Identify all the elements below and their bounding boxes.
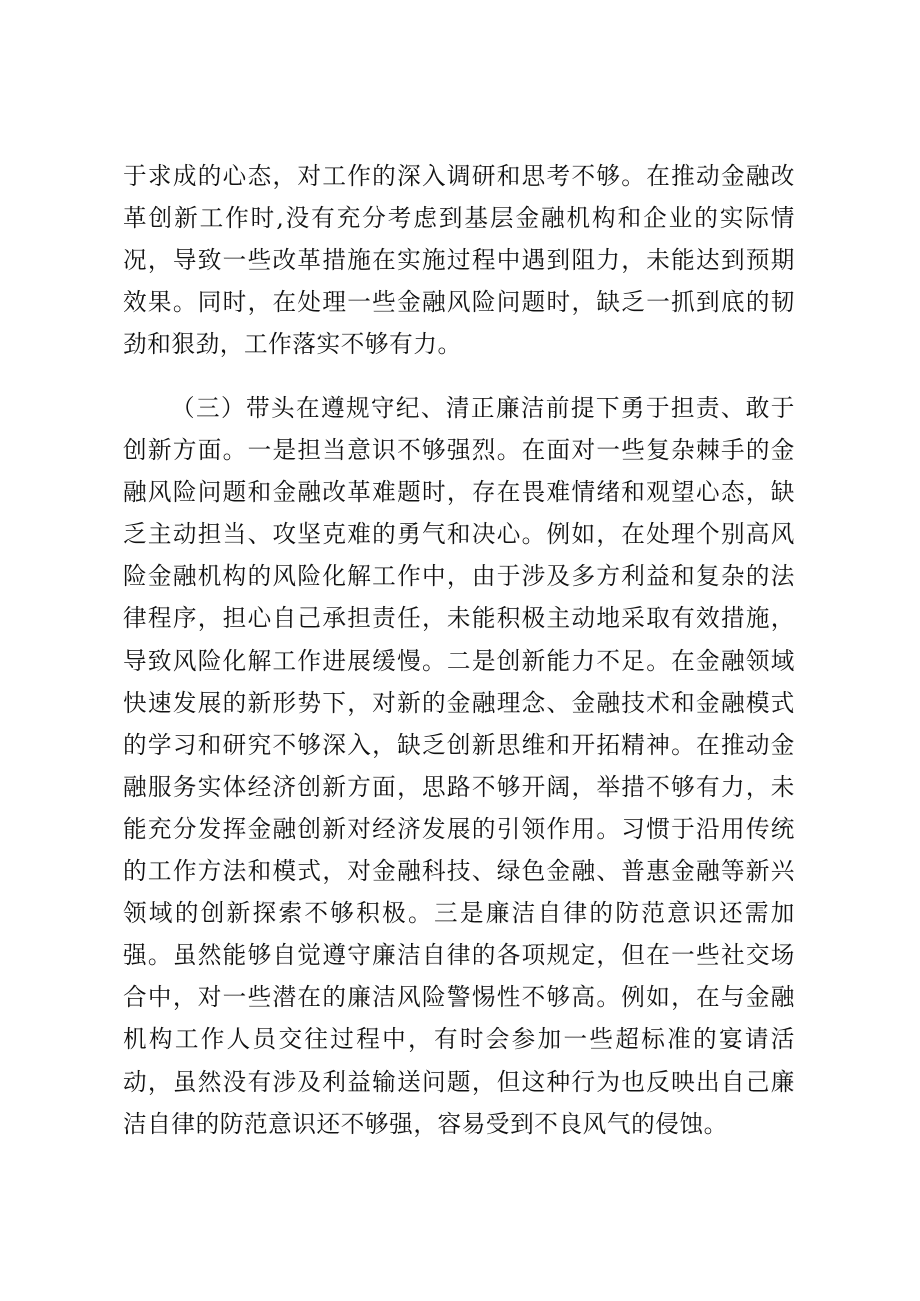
paragraph-text: （三）带头在遵规守纪、清正廉洁前提下勇于担责、敢于创新方面。一是担当意识不够强烈。在面对一些复杂棘手的金融风险问题和金融改革难题时，存在畏难情绪和观望心态，缺乏主动担当、攻坚克难的勇气和决心。例如，在处理个别高风险金融机构的风险化解工作中，由于涉及多方利益和复杂的法律程序，担心自己承担责任，未能积极主动地采取有效措施，导致风险化解工作进展缓慢。二是创新能力不足。在金融领域快速发展的新形势下，对新的金融理念、金融技术和金融模式的学习和研究不够深入，缺乏创新思维和开拓精神。在推动金融服务实体经济创新方面，思路不够开阔，举措不够有力，未能充分发挥金融创新对经济发展的引领作用。习惯于沿用传统的工作方法和模式，对金融科技、绿色金融、普惠金融等新兴领域的创新探索不够积极。三是廉洁自律的防范意识还需加强。虽然能够自觉遵守廉洁自律的各项规定，但在一些社交场合中，对一些潜在的廉洁风险警惕性不够高。例如，在与金融机构工作人员交往过程中，有时会参加一些超标准的宴请活动，虽然没有涉及利益输送问题，但这种行为也反映出自己廉洁自律的防范意识还不够强，容易受到不良风气的侵蚀。	[123, 394, 795, 1138]
paragraph-text: 于求成的心态，对工作的深入调研和思考不够。在推动金融改革创新工作时,没有充分考虑到基层金融机构和企业的实际情况，导致一些改革措施在实施过程中遇到阻力，未能达到预期效果。同时，在处理一些金融风险问题时，缺乏一抓到底的韧劲和狠劲，工作落实不够有力。	[123, 162, 795, 359]
paragraph-continuation	[123, 155, 795, 365]
paragraph-section-three	[123, 387, 795, 1145]
